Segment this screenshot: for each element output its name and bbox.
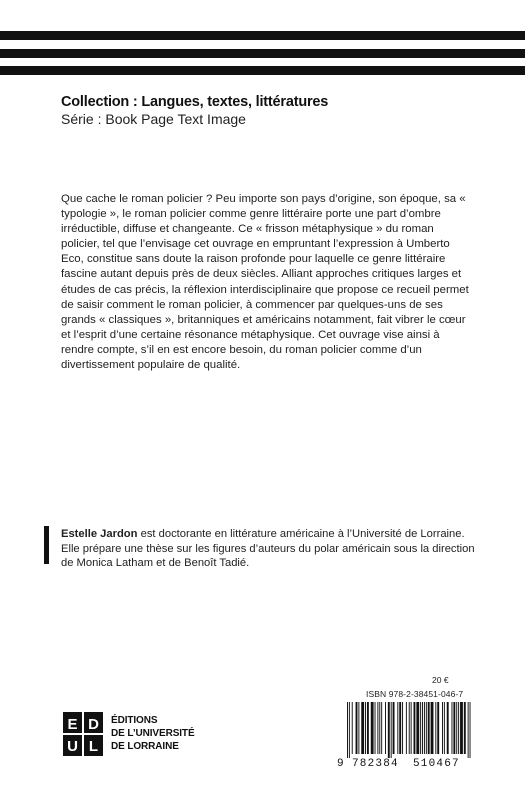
decorative-stripe-1 [0, 31, 525, 40]
collection-title: Collection : Langues, textes, littératures [61, 94, 329, 110]
publisher-name-line-2: DE L’UNIVERSITÉ [111, 728, 195, 739]
barcode-bar [426, 702, 427, 754]
barcode-bar [399, 702, 401, 754]
barcode-bar [358, 702, 359, 754]
barcode-bar [452, 702, 453, 754]
barcode-bar [397, 702, 398, 754]
barcode-bar [420, 702, 421, 754]
publisher-name-line-1: ÉDITIONS [111, 715, 158, 726]
barcode-bar [468, 702, 469, 758]
barcode-bar [393, 702, 395, 754]
barcode-bar [428, 702, 430, 754]
barcode-bar [402, 702, 403, 754]
publisher-logo [63, 712, 195, 756]
barcode-bar [460, 702, 463, 754]
barcode-bar [437, 702, 439, 754]
barcode-bar [470, 702, 471, 758]
barcode-bar [375, 702, 376, 754]
publisher-name-line-3: DE LORRAINE [111, 741, 179, 752]
barcode-bar [431, 702, 434, 754]
barcode-bar [435, 702, 436, 754]
decorative-stripe-2 [0, 49, 525, 58]
barcode-bar [367, 702, 369, 754]
barcode-bar [349, 702, 350, 758]
price-label: 20 € [432, 675, 449, 685]
logo-letter-e: E [67, 716, 78, 733]
barcode-bar [444, 702, 445, 754]
barcode-bar [381, 702, 382, 754]
logo-letter-l: L [88, 738, 99, 755]
barcode-bar [422, 702, 423, 754]
barcode-bar [424, 702, 425, 754]
series-subtitle: Série : Book Page Text Image [61, 111, 246, 127]
barcode-first-digit: 9 [337, 758, 344, 768]
back-cover-blurb: Que cache le roman policier ? Peu importe son pays d’origine, son époque, sa « typologie », le roman policier comme genre littéraire porte une part d’ombre irréductible, diffuse et changeante. Ce « frisson métaphysique » du roman policier, tel que l’envisage cet ouvrage en empruntant l’expression à Umberto Eco, constitue sans doute la raison profonde pour laquelle ce genre littéraire fascine autant depuis près de deux siècles. Alliant approches critiques larges et études de cas précis, la réflexion interdisciplinaire que propose ce recueil permet de saisir comment le roman policier, à commencer par quelques-uns de ses grands « classiques », britanniques et américains notamment, fait vibrer le cœur et l’esprit d’une certaine résonance métaphysique. Cet ouvrage vise ainsi à rendre compte, s’il en est encore besoin, du roman policier comme d’un divertissement populaire de qualité. [61, 193, 469, 372]
barcode-bar [377, 702, 378, 754]
author-accent-bar [44, 526, 49, 564]
barcode-bar [442, 702, 443, 754]
logo-letter-d: D [88, 716, 99, 733]
publisher-name [111, 714, 195, 753]
barcode-left-group: 782384 [352, 758, 399, 768]
barcode-right-group: 510467 [413, 758, 460, 768]
barcode-bar [361, 702, 364, 754]
edul-logo-icon [63, 712, 103, 756]
logo-letter-u: U [67, 738, 78, 755]
barcode-bar [391, 702, 392, 758]
barcode-bar [347, 702, 348, 758]
barcode-bar [453, 702, 455, 754]
barcode-bar [356, 702, 358, 754]
barcode-bar [416, 702, 419, 754]
barcode-bar [409, 702, 410, 754]
barcode-bar [352, 702, 353, 754]
barcode-bar [379, 702, 380, 754]
barcode-bar [385, 702, 386, 754]
barcode-bar [371, 702, 374, 754]
barcode-bar [464, 702, 466, 754]
barcode [335, 700, 475, 768]
author-bio-text: est doctorante en littérature américaine à l’Université de Lorraine. Elle prépare une thèse sur les figures d’auteurs du polar américain sous la direction de Monica Latham et de Benoît Tadié. [61, 528, 475, 570]
barcode-bar [411, 702, 412, 754]
isbn-label: ISBN 978-2-38451-046-7 [366, 689, 464, 699]
barcode-bar [388, 702, 390, 758]
decorative-stripe-3 [0, 66, 525, 75]
author-name: Estelle Jardon [61, 528, 138, 540]
barcode-bar [365, 702, 366, 754]
author-bio [61, 527, 481, 571]
barcode-bar [406, 702, 407, 754]
barcode-bar [456, 702, 457, 754]
barcode-bar [447, 702, 449, 754]
barcode-bar [458, 702, 459, 754]
barcode-bar [414, 702, 416, 754]
barcode-bars [347, 702, 471, 758]
